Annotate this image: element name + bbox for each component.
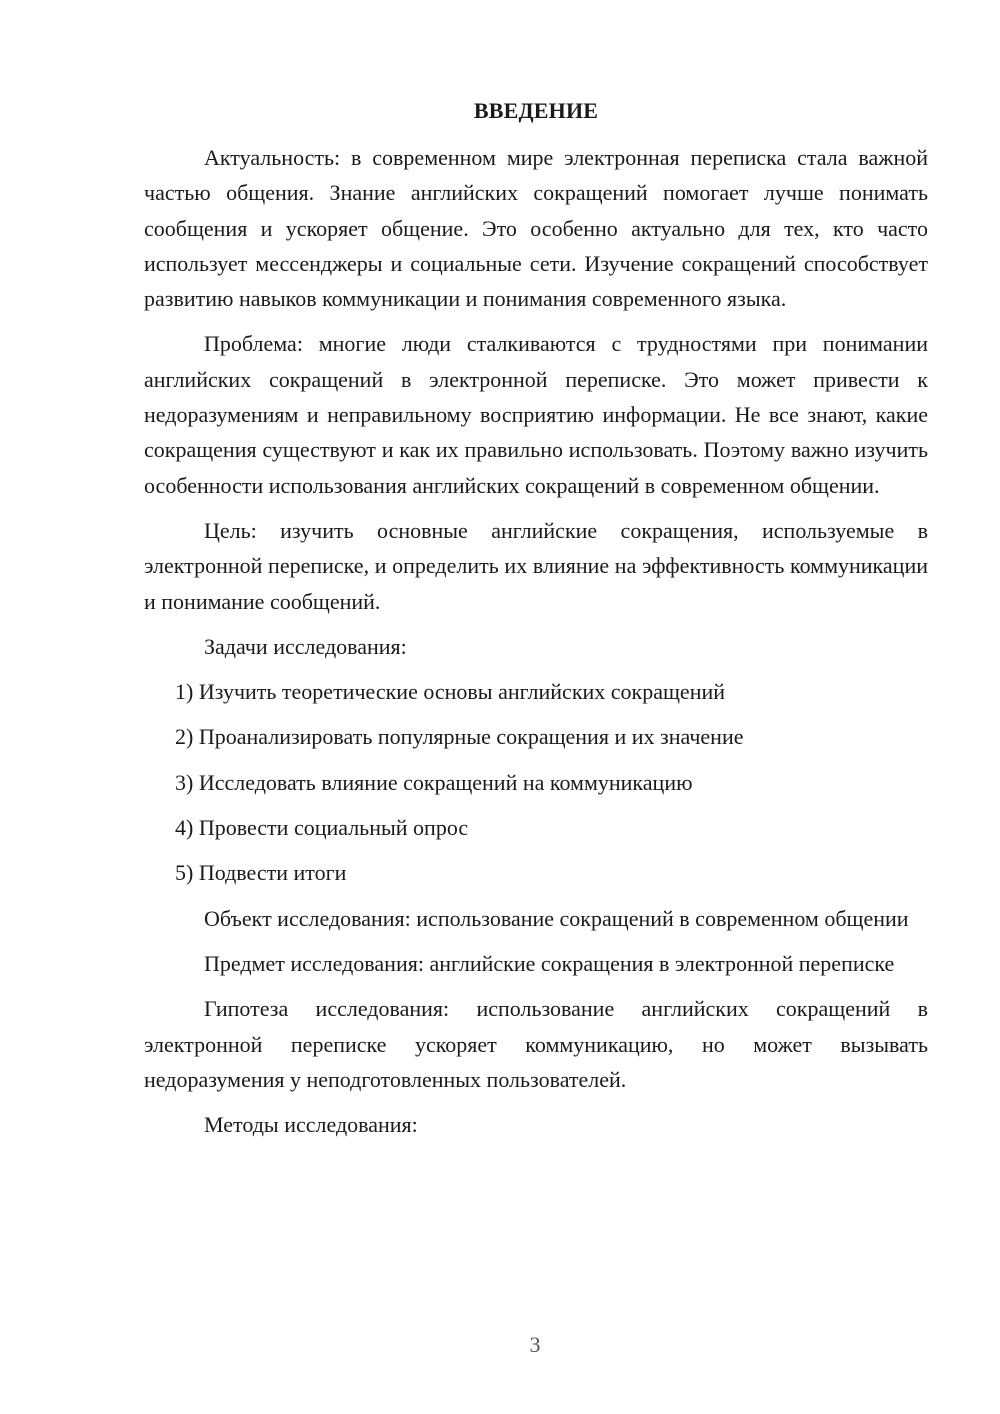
paragraph-hypothesis: Гипотеза исследования: использование английских сокращений в электронной переписке ускоряет коммуникацию, но может вызывать недоразумения у неподготовленных пользователей. [144, 996, 928, 1092]
list-item: 2) Проанализировать популярные сокращения и их значение [175, 724, 744, 750]
paragraph-relevance: Актуальность: в современном мире электронная переписка стала важной частью общения. Знание английских сокращений помогает лучше понимать сообщения и ускоряет общение. Это особенно актуально для тех, кто часто использует мессенджеры и социальные сети. Изучение сокращений способствует развитию навыков коммуникации и понимания современного языка. [144, 145, 928, 312]
tasks-heading: Задачи исследования: [204, 633, 407, 659]
page-number: 3 [529, 1332, 541, 1357]
page-content [144, 96, 928, 1152]
paragraph-object: Объект исследования: использование сокращений в современном общении [204, 905, 909, 931]
tasks-list [144, 674, 928, 890]
methods-heading: Методы исследования: [204, 1112, 418, 1138]
paragraph-subject: Предмет исследования: английские сокращения в электронной переписке [204, 950, 895, 976]
list-item: 1) Изучить теоретические основы английских сокращений [175, 679, 726, 705]
paragraph-goal: Цель: изучить основные английские сокращения, используемые в электронной переписке, и определить их влияние на эффективность коммуникации и понимание сообщений. [144, 517, 928, 614]
section-title: ВВЕДЕНИЕ [473, 98, 599, 123]
list-item: 3) Исследовать влияние сокращений на коммуникацию [175, 769, 693, 795]
list-item: 5) Подвести итоги [175, 860, 347, 886]
list-item: 4) Провести социальный опрос [175, 815, 469, 841]
paragraph-problem: Проблема: многие люди сталкиваются с трудностями при понимании английских сокращений в электронной переписке. Это может привести к недоразумениям и неправильному восприятию информации. Не все знают, какие сокращения существуют и как их правильно использовать. Поэтому важно изучить особенности использования английских сокращений в современном общении. [144, 331, 928, 498]
